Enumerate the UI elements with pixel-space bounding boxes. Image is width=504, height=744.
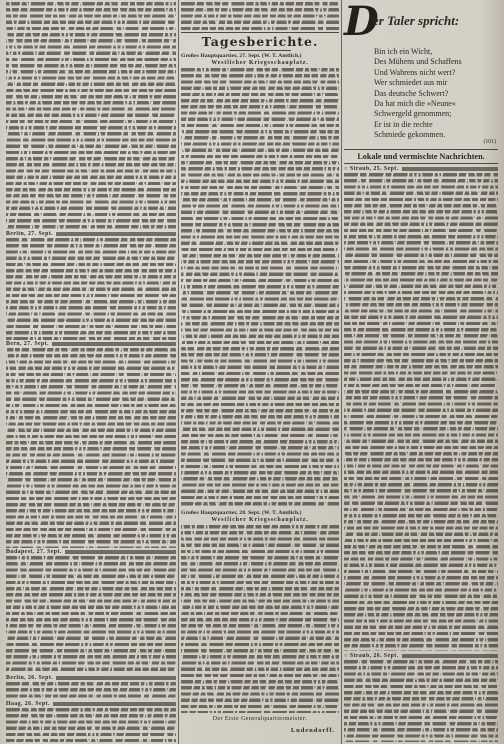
poem-line: Wer schmiedet aus mir bbox=[374, 78, 448, 88]
section-rule bbox=[181, 32, 339, 33]
body-text-block bbox=[6, 348, 176, 548]
body-text-block bbox=[181, 525, 339, 713]
body-text-block bbox=[344, 660, 498, 742]
poem-line: Des Mühens und Schaffens bbox=[374, 57, 462, 67]
section-rule bbox=[229, 50, 291, 51]
signature-name: Ludendorff. bbox=[290, 727, 335, 734]
section-rule bbox=[344, 149, 498, 150]
text-line bbox=[65, 550, 176, 553]
middle-column bbox=[181, 0, 339, 744]
article-dateline bbox=[344, 166, 498, 172]
dateline-text: ○ Straub, 25. Sept. bbox=[344, 166, 399, 172]
article-dateline bbox=[6, 341, 176, 347]
dateline-text: ○ Straub, 26. Sept. bbox=[344, 653, 399, 659]
body-text-block bbox=[181, 68, 339, 508]
report-subheading: Westlicher Kriegsschauplatz. bbox=[211, 517, 309, 523]
left-column bbox=[6, 0, 176, 744]
column-divider bbox=[341, 0, 342, 744]
poem-line: Und Wahrens nicht wert? bbox=[374, 67, 456, 77]
body-text-block bbox=[181, 2, 339, 30]
decorative-initial: D bbox=[344, 0, 379, 45]
text-line bbox=[402, 167, 498, 170]
poem-line: Er ist in die rechte bbox=[374, 119, 433, 129]
article-dateline bbox=[6, 675, 176, 681]
body-text-block bbox=[6, 708, 176, 742]
section-heading: Lokale und vermischte Nachrichten. bbox=[357, 152, 485, 161]
column-divider bbox=[178, 0, 179, 744]
body-text-block bbox=[6, 556, 176, 674]
report-subheading: Westlicher Kriegsschauplatz. bbox=[211, 60, 309, 66]
dateline-text: Berlin, 27. Sept. bbox=[6, 231, 54, 237]
body-text-block bbox=[6, 2, 176, 230]
article-dateline bbox=[344, 653, 498, 659]
text-line bbox=[56, 676, 176, 679]
section-heading: Tagesberichte. bbox=[201, 34, 319, 49]
text-line bbox=[53, 702, 176, 705]
article-dateline bbox=[6, 701, 176, 707]
ad-number: (101) bbox=[483, 139, 496, 145]
section-rule bbox=[344, 163, 498, 164]
text-line bbox=[402, 654, 498, 657]
poem-line: Da hat mich die »Neune« bbox=[374, 98, 456, 108]
poem-line: Bin ich ein Wicht, bbox=[374, 47, 433, 56]
report-dateline: Großes Hauptquartier, 27. Sept. (W. T. Amtlich.) bbox=[181, 53, 302, 59]
text-line bbox=[56, 232, 176, 235]
right-column bbox=[344, 0, 498, 744]
dateline-text: Budapest, 27. Sept. bbox=[6, 549, 62, 555]
text-line bbox=[52, 342, 176, 345]
dateline-text: Berlin, 26. Sept. bbox=[6, 675, 54, 681]
body-text-block bbox=[6, 682, 176, 700]
report-dateline: Großes Hauptquartier, 28. Sept. (W. T. Amtlich.) bbox=[181, 510, 302, 516]
signature-title: Der Erste Generalquartiermeister: bbox=[212, 716, 308, 722]
body-text-block bbox=[344, 173, 498, 651]
body-text-block bbox=[6, 238, 176, 340]
article-dateline bbox=[6, 549, 176, 555]
poem bbox=[374, 47, 496, 141]
dateline-text: Bern, 27. Sept. bbox=[6, 341, 49, 347]
poem-line: Schmiede gekommen. bbox=[374, 130, 446, 140]
dateline-text: Haag, 26. Sept. bbox=[6, 701, 50, 707]
article-dateline bbox=[6, 231, 176, 237]
poem-title: er Taler spricht: bbox=[373, 13, 460, 28]
poem-line: Das deutsche Schwert? bbox=[374, 88, 449, 98]
poem-line: Schwergeld genommen; bbox=[374, 109, 452, 119]
